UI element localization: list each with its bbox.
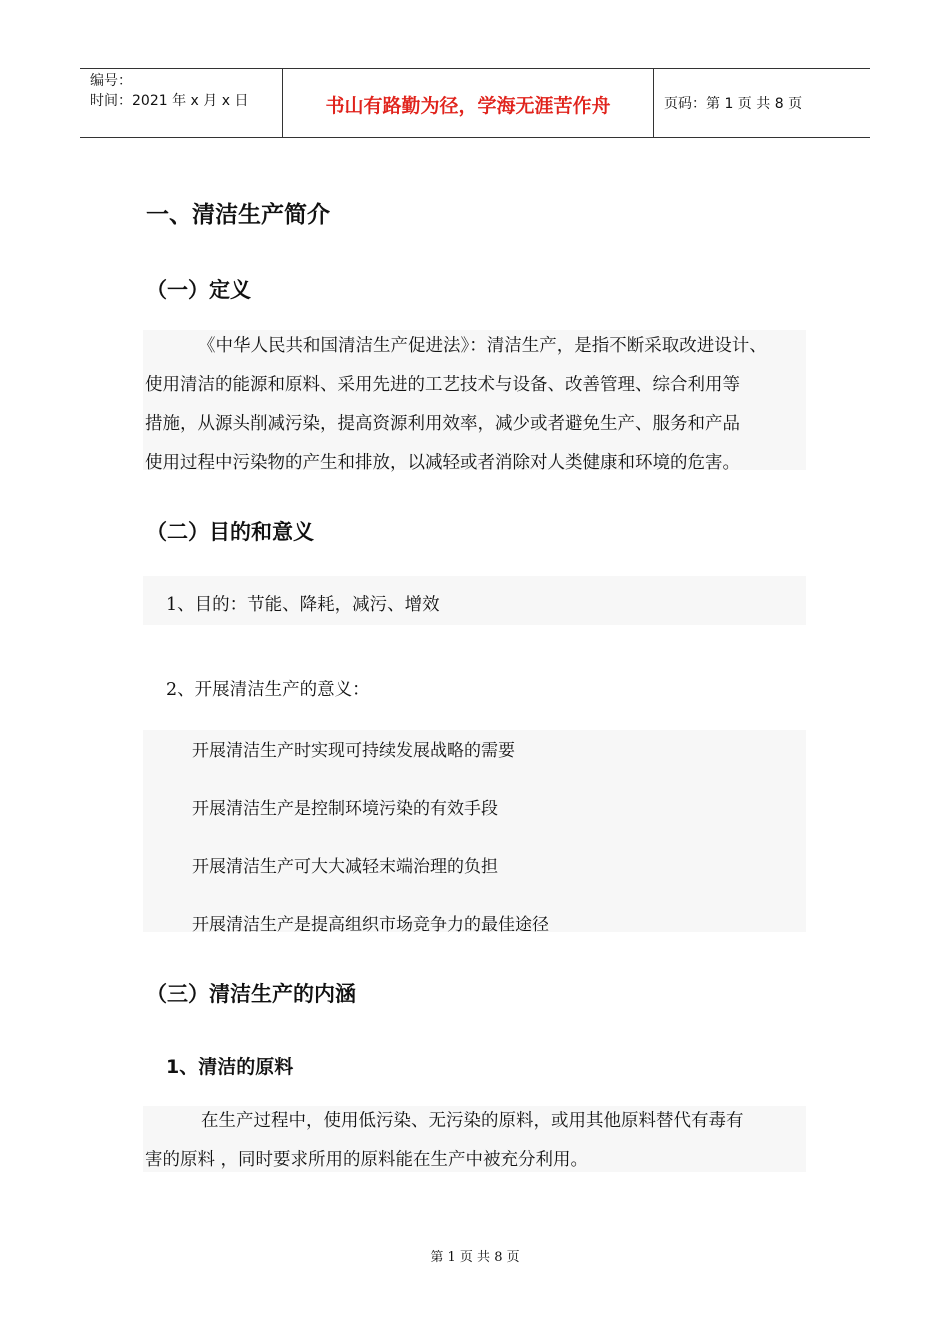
significance-line: 开展清洁生产是提高组织市场竞争力的最佳途径: [192, 915, 549, 935]
connotation-heading: （三）清洁生产的内涵: [146, 982, 356, 1006]
header-motto: 书山有路勤为径，学海无涯苦作舟: [282, 69, 654, 137]
header-page-code: 页码：第 1 页 共 8 页: [664, 96, 803, 112]
materials-paragraph: [145, 1102, 744, 1180]
clean-materials-heading: 1、清洁的原料: [166, 1056, 294, 1078]
significance-item: 2、开展清洁生产的意义：: [166, 680, 370, 700]
number-label: 编号：: [90, 73, 132, 89]
definition-line: 使用清洁的能源和原料、采用先进的工艺技术与设备、改善管理、综合利用等: [145, 375, 740, 395]
significance-line: 开展清洁生产可大大减轻末端治理的负担: [192, 857, 498, 877]
header-meta: [80, 69, 282, 137]
purpose-item: 1、目的：节能、降耗，减污、增效: [166, 595, 440, 615]
page-footer: 第 1 页 共 8 页: [430, 1250, 520, 1265]
definition-paragraph: [145, 327, 767, 483]
materials-line: 在生产过程中，使用低污染、无污染的原料，或用其他原料替代有毒有: [201, 1111, 744, 1131]
date-label: 时间：2021 年 x 月 x 日: [90, 93, 249, 109]
materials-line: 害的原料 ，同时要求所用的原料能在生产中被充分利用。: [145, 1150, 589, 1170]
definition-line: 《中华人民共和国清洁生产促进法》：清洁生产，是指不断采取改进设计、: [198, 336, 767, 356]
purpose-heading: （二）目的和意义: [146, 520, 314, 544]
definition-line: 使用过程中污染物的产生和排放，以减轻或者消除对人类健康和环境的危害。: [145, 453, 740, 473]
definition-heading: （一）定义: [146, 278, 251, 302]
significance-line: 开展清洁生产时实现可持续发展战略的需要: [192, 741, 515, 761]
definition-line: 措施，从源头削减污染，提高资源利用效率，减少或者避免生产、服务和产品: [145, 414, 740, 434]
significance-line: 开展清洁生产是控制环境污染的有效手段: [192, 799, 498, 819]
document-header: [80, 68, 870, 138]
section-title: 一、清洁生产简介: [146, 202, 330, 228]
